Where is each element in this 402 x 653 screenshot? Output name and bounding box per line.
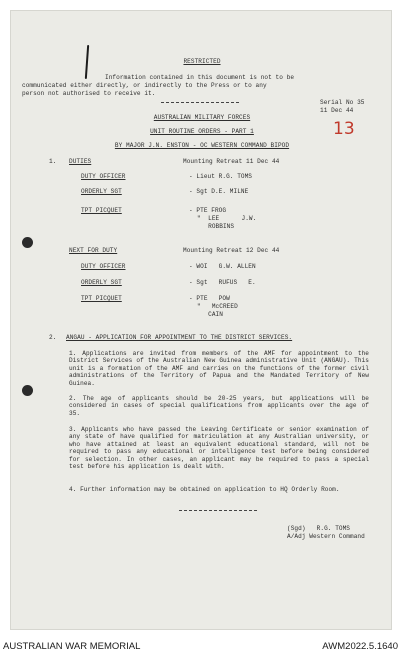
tpt-picquet-name-3: ROBBINS (197, 223, 235, 230)
force-title: AUSTRALIAN MILITARY FORCES (153, 114, 251, 121)
next-tpt-picquet-name-3: CAIN (197, 311, 223, 318)
next-mounting: Mounting Retreat 12 Dec 44 (183, 247, 280, 254)
paragraph-2: 2. The age of applicants should be 20-25 years, but applications will be considered in cases of special qualifications from applicants over the age of 35. (69, 395, 369, 417)
orders-title: UNIT ROUTINE ORDERS - PART 1 (150, 128, 254, 135)
punch-hole-top (22, 237, 33, 248)
next-orderly-sgt-label: ORDERLY SGT (81, 279, 122, 286)
next-tpt-picquet-label: TPT PICQUET (81, 295, 122, 302)
orderly-sgt-label: ORDERLY SGT (81, 188, 122, 195)
warning-line-1: Information contained in this document is not to be (105, 74, 295, 81)
warning-line-3: person not authorised to receive it. (22, 90, 156, 97)
handwritten-number: 13 (333, 119, 355, 139)
next-orderly-sgt-name: - Sgt RUFUS E. (189, 279, 256, 286)
signature-line-2: A/Adj Western Command (287, 533, 365, 540)
paragraph-4: 4. Further information may be obtained on application to HQ Orderly Room. (69, 486, 340, 493)
duty-officer-label: DUTY OFFICER (81, 173, 126, 180)
archive-footer (0, 640, 402, 653)
section-2-number: 2. (49, 334, 57, 341)
duty-officer-name: - Lieut R.G. TOMS (189, 173, 253, 180)
next-tpt-picquet-name-2: " McCREED (197, 303, 238, 310)
tpt-picquet-name-2: " LEE J.W. (197, 215, 257, 222)
section-2-heading: ANGAU - APPLICATION FOR APPOINTMENT TO THE DISTRICT SERVICES. (66, 334, 293, 341)
punch-hole-bottom (22, 385, 33, 396)
paragraph-1: 1. Applications are invited from members of the AMF for appointment to the District Services of the Australian New Guinea administrative Unit (ANGAU). This unit is a formation of the AMF and carries on the functions of the former civil administrations of the Territory of Papua and the Mandated Territory of New Guinea. (69, 350, 369, 387)
author-line: BY MAJOR J.N. ENSTON - OC WESTERN COMMAND BIPOD (114, 142, 290, 149)
serial-number: Serial No 35 (320, 99, 365, 106)
next-tpt-picquet-name: - PTE POW (189, 295, 230, 302)
next-for-duty-heading: NEXT FOR DUTY (69, 247, 118, 254)
classification-label: RESTRICTED (183, 58, 221, 65)
tpt-picquet-name: - PTE FROG (189, 207, 227, 214)
serial-date: 11 Dec 44 (320, 107, 354, 114)
next-duty-officer-label: DUTY OFFICER (81, 263, 126, 270)
orderly-sgt-name: - Sgt D.E. MILNE (189, 188, 249, 195)
section-1-mounting: Mounting Retreat 11 Dec 44 (183, 158, 280, 165)
section-1-heading: DUTIES (69, 158, 92, 165)
document-page (10, 10, 392, 630)
section-1-number: 1. (49, 158, 57, 165)
signature-line-1: (Sgd) R.G. TOMS (287, 525, 351, 532)
closing-divider (179, 510, 257, 511)
divider (161, 102, 239, 103)
tpt-picquet-label: TPT PICQUET (81, 207, 122, 214)
next-duty-officer-name: - WOI G.W. ALLEN (189, 263, 256, 270)
archive-name: AUSTRALIAN WAR MEMORIAL (3, 641, 141, 652)
warning-line-2: communicated either directly, or indirectly to the Press or to any (22, 82, 267, 89)
archive-reference: AWM2022.5.1640 (322, 641, 398, 652)
paragraph-3: 3. Applicants who have passed the Leaving Certificate or senior examination of any state of have qualified for matriculation at any Australian university, or who have attained at least an equivalent educational standard, will not be required to pass any educational or intelligence test before being considered for selection. In other cases, an applicant may be required to pass a special test before his application is dealt with. (69, 426, 369, 471)
